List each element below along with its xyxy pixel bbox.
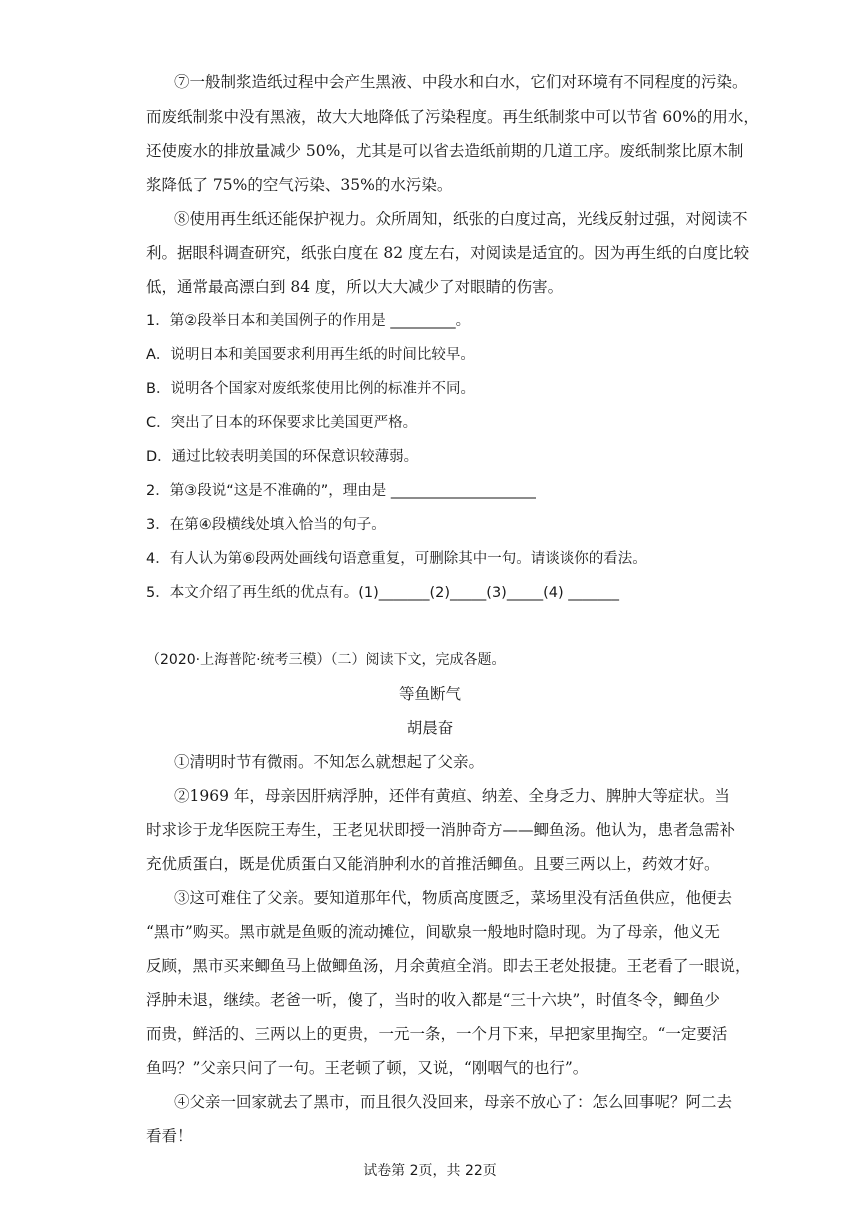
section-source: （2020·上海普陀·统考三模）（二）阅读下文，完成各题。 — [146, 652, 506, 668]
question-5: 5．本文介绍了再生纸的优点有。(1)_______(2)_____(3)_____(4) _______ — [146, 585, 619, 601]
article-line: 鱼吗？”父亲只问了一句。王老顿了顿，又说，“刚咽气的也行”。 — [146, 1059, 589, 1077]
passage-line: 低，通常最高漂白到 84 度，所以大大减少了对眼睛的伤害。 — [146, 278, 564, 296]
question-2: 2．第③段说“这是不准确的”，理由是 ____________________ — [146, 483, 536, 499]
article-paragraph-2: ②1969 年，母亲因肝病浮肿，还伴有黄疸、纳差、全身乏力、脾肿大等症状。当 — [174, 787, 730, 805]
question-4: 4．有人认为第⑥段两处画线句语意重复，可删除其中一句。请谈谈你的看法。 — [146, 551, 647, 567]
passage-line: 浆降低了 75%的空气污染、35%的水污染。 — [146, 176, 453, 194]
article-paragraph-1: ①清明时节有微雨。不知怎么就想起了父亲。 — [174, 753, 485, 771]
question-1-option-c: C．突出了日本的环保要求比美国更严格。 — [146, 415, 418, 431]
question-1-option-b: B．说明各个国家对废纸浆使用比例的标准并不同。 — [146, 381, 475, 397]
article-paragraph-3: ③这可难住了父亲。要知道那年代，物质高度匮乏，菜场里没有活鱼供应，他便去 — [174, 889, 733, 907]
article-line: 浮肿未退，继续。老爸一听，傻了，当时的收入都是“三十六块”，时值冬令，鲫鱼少 — [146, 991, 720, 1009]
article-line: 反顾，黑市买来鲫鱼马上做鲫鱼汤，月余黄疸全消。即去王老处报捷。王老看了一眼说， — [146, 957, 751, 975]
question-1: 1．第②段举日本和美国例子的作用是 _________。 — [146, 313, 471, 329]
passage-line: 利。据眼科调查研究，纸张白度在 82 度左右，对阅读是适宜的。因为再生纸的白度比较 — [146, 244, 750, 262]
article-line: 充优质蛋白，既是优质蛋白又能消肿利水的首推活鲫鱼。且要三两以上，药效才好。 — [146, 855, 720, 873]
passage-paragraph-8: ⑧使用再生纸还能保护视力。众所周知，纸张的白度过高，光线反射过强，对阅读不 — [174, 210, 748, 228]
article-author: 胡晨奋 — [406, 719, 454, 737]
passage-paragraph-7: ⑦一般制浆造纸过程中会产生黑液、中段水和白水，它们对环境有不同程度的污染。 — [174, 73, 748, 91]
question-1-option-a: A．说明日本和美国要求利用再生纸的时间比较早。 — [146, 347, 475, 363]
article-title: 等鱼断气 — [398, 685, 461, 703]
page-footer: 试卷第 2页，共 22页 — [363, 1163, 497, 1179]
article-line: 看看！ — [146, 1127, 193, 1145]
article-line: 时求诊于龙华医院王寿生，王老见状即授一消肿奇方——鲫鱼汤。他认为，患者急需补 — [146, 821, 736, 839]
article-line: “黑市”购买。黑市就是鱼贩的流动摊位，间歇泉一般地时隐时现。为了母亲，他义无 — [146, 923, 720, 941]
passage-line: 还使废水的排放量减少 50%，尤其是可以省去造纸前期的几道工序。废纸制浆比原木制 — [146, 142, 744, 160]
question-3: 3．在第④段横线处填入恰当的句子。 — [146, 517, 386, 533]
passage-line: 而废纸制浆中没有黑液，故大大地降低了污染程度。再生纸制浆中可以节省 60%的用水， — [146, 108, 759, 126]
article-paragraph-4: ④父亲一回家就去了黑市，而且很久没回来，母亲不放心了：怎么回事呢？阿二去 — [174, 1093, 733, 1111]
article-line: 而贵，鲜活的、三两以上的更贵，一元一条，一个月下来，早把家里掏空。“一定要活 — [146, 1025, 728, 1043]
question-1-option-d: D．通过比较表明美国的环保意识较薄弱。 — [146, 449, 419, 465]
